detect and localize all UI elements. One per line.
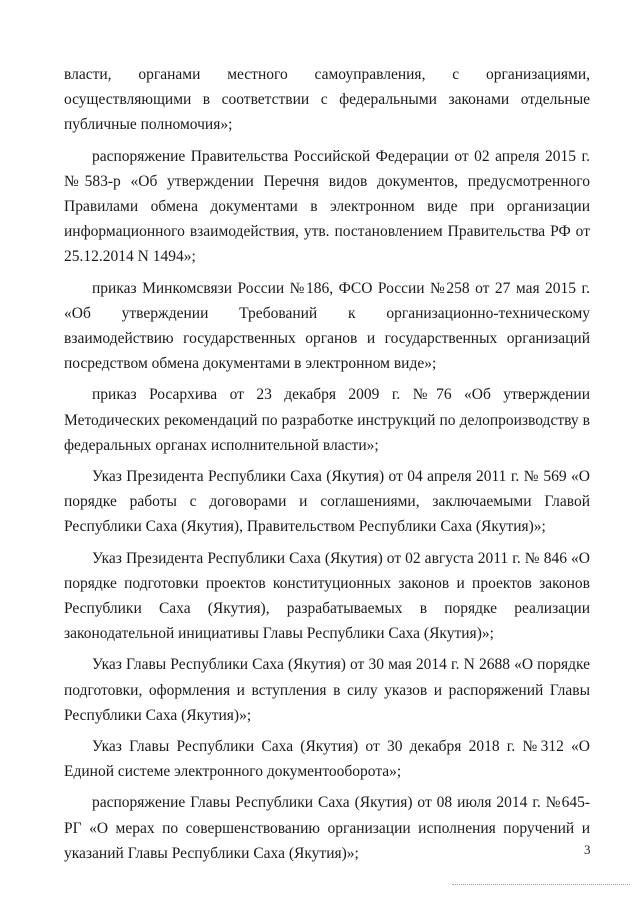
paragraph-rosarkhiv-order-76: приказ Росархива от 23 декабря 2009 г. №76 «Об утверждении Методических рекомендаций по разработке инструкций по делопроизводству в федеральных органах исполнительной власти»;	[64, 386, 590, 454]
paragraph-government-order-583: распоряжение Правительства Российской Федерации от 02 апреля 2015 г. №583-р «Об утверждении Перечня видов документов, предусмотренного Правилами обмена документами в электронном виде при организации информационного взаимодействия, утв. постановлением Правительства РФ от 25.12.2014 N 1494»;	[64, 147, 590, 266]
paragraph-decree-312: Указ Главы Республики Саха (Якутия) от 30 декабря 2018 г. №312 «О Единой системе электронного документооборота»;	[64, 738, 590, 781]
paragraph-continuation: власти, органами местного самоуправления, с организациями, осуществляющими в соответствии с федеральными законами отдельные публичные полномочия»;	[64, 66, 590, 134]
paragraph-mincomsvyaz-order-186: приказ Минкомсвязи России №186, ФСО России №258 от 27 мая 2015 г. «Об утверждении Требований к организационно-техническому взаимодействию государственных органов и государственных организаций посредством обмена документами в электронном виде»;	[64, 279, 590, 373]
paragraph-decree-2688: Указ Главы Республики Саха (Якутия) от 30 мая 2014 г. N 2688 «О порядке подготовки, оформления и вступления в силу указов и распоряжений Главы Республики Саха (Якутия)»;	[64, 656, 590, 724]
paragraph-order-645-rg: распоряжение Главы Республики Саха (Якутия) от 08 июля 2014 г. №645-РГ «О мерах по совершенствованию организации исполнения поручений и указаний Главы Республики Саха (Якутия)»;	[64, 794, 590, 862]
page-number: 3	[584, 842, 591, 857]
footer-dotted-rule	[452, 884, 630, 885]
paragraph-decree-846: Указ Президента Республики Саха (Якутия) от 02 августа 2011 г. № 846 «О порядке подготовки проектов конституционных законов и проектов законов Республики Саха (Якутия), разрабатываемых в порядке реализации законодательной инициативы Главы Республики Саха (Якутия)»;	[64, 549, 590, 643]
document-body	[64, 62, 590, 872]
paragraph-decree-569: Указ Президента Республики Саха (Якутия) от 04 апреля 2011 г. № 569 «О порядке работы с договорами и соглашениями, заключаемыми Главой Республики Саха (Якутия), Правительством Республики Саха (Якутия)»;	[64, 468, 590, 536]
